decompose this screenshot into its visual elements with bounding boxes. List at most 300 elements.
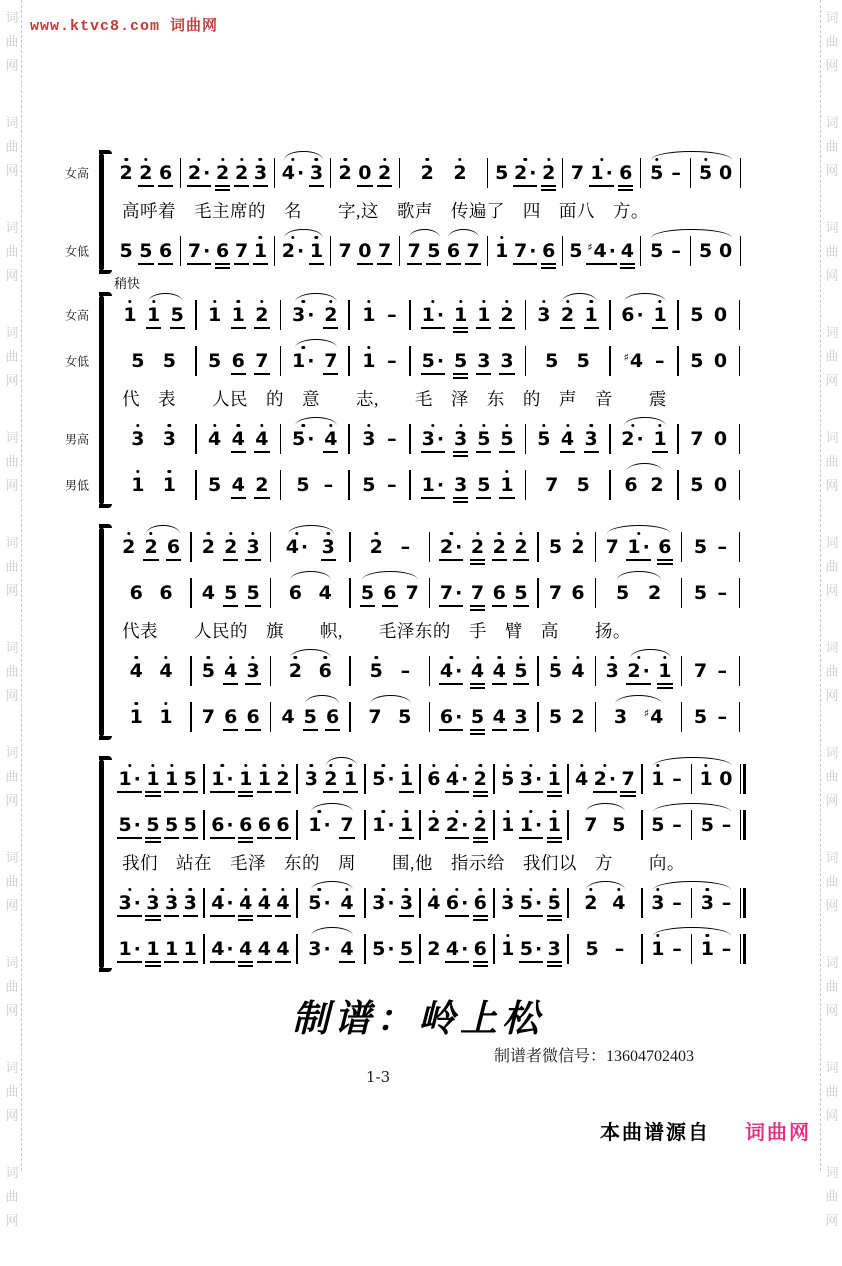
measure <box>205 926 296 972</box>
octave-dot <box>128 888 131 891</box>
watermark-char: 词 <box>825 640 839 655</box>
underline <box>439 683 463 685</box>
music-row <box>112 648 748 694</box>
octave-dot <box>259 158 262 161</box>
note-number: 5 <box>131 350 145 372</box>
measure <box>569 802 642 848</box>
dash-note <box>717 660 729 682</box>
note-number: 2 <box>542 162 556 184</box>
note-number: 5 <box>699 162 713 184</box>
octave-dot <box>566 424 569 427</box>
note <box>361 474 376 496</box>
note-number: 1 <box>123 304 137 326</box>
note-number: – <box>323 474 334 496</box>
note <box>649 474 664 496</box>
watermark-char: 网 <box>825 1003 839 1018</box>
note-number: 6 <box>231 350 245 372</box>
measure <box>692 880 740 926</box>
note <box>170 304 185 326</box>
measure <box>526 462 609 508</box>
octave-dot <box>459 300 462 303</box>
note <box>122 304 137 326</box>
watermark-gap <box>823 1233 841 1266</box>
note-number: 6 <box>159 582 173 604</box>
measure <box>421 880 494 926</box>
note <box>207 474 222 496</box>
underline <box>513 263 537 265</box>
underline <box>238 841 253 843</box>
augmentation-dot: · <box>226 814 234 836</box>
voice-label: 女低 <box>64 354 89 369</box>
note-number: 1 <box>362 304 376 326</box>
watermark-char: 曲 <box>825 454 839 469</box>
note-number: 4 <box>620 240 634 262</box>
measure <box>643 880 691 926</box>
note-number: 3 <box>519 768 533 790</box>
note-number: 5 <box>118 814 132 836</box>
note <box>500 892 515 914</box>
note <box>657 536 672 558</box>
note <box>426 892 441 914</box>
note <box>253 162 268 184</box>
note-number: 5 <box>690 350 704 372</box>
note <box>407 240 422 262</box>
underline <box>470 687 485 689</box>
note-number: 2 <box>514 536 528 558</box>
dash-note <box>670 162 682 184</box>
note-number: 7 <box>693 660 708 682</box>
note <box>570 706 585 728</box>
augmentation-dot: · <box>642 660 650 682</box>
note-number: 6 <box>473 892 487 914</box>
note <box>439 706 463 728</box>
watermark-char: 词 <box>825 220 839 235</box>
watermark-dashed-line-left <box>21 0 22 1171</box>
note-number: 4 <box>571 660 585 682</box>
octave-dot <box>656 764 659 767</box>
note <box>453 304 468 326</box>
note-number: 7 <box>439 582 454 604</box>
note <box>426 768 441 790</box>
measure <box>181 228 274 274</box>
rest-note <box>713 350 728 372</box>
octave-dot <box>229 532 232 535</box>
measure <box>611 462 678 508</box>
source-brand-link[interactable]: 词曲网 <box>745 1122 811 1144</box>
note <box>576 350 591 372</box>
note <box>494 240 509 262</box>
underline <box>473 841 488 843</box>
note <box>371 938 395 960</box>
dash-note <box>670 240 682 262</box>
octave-dot <box>552 810 555 813</box>
note-number: 3 <box>372 892 386 914</box>
note-number: 4 <box>211 892 225 914</box>
note-number: 4 <box>470 660 485 682</box>
note <box>626 536 650 558</box>
watermark-gap <box>3 183 21 216</box>
note <box>325 706 340 728</box>
octave-dot <box>637 656 640 659</box>
note-number: 1 <box>211 768 225 790</box>
watermark-char: 词 <box>825 1060 839 1075</box>
note <box>421 474 445 496</box>
octave-dot <box>600 158 603 161</box>
underline <box>407 263 422 265</box>
music-row <box>112 570 748 616</box>
system-bracket <box>99 528 104 736</box>
note <box>421 428 445 450</box>
octave-dot <box>375 656 378 659</box>
measure <box>488 228 562 274</box>
underline <box>145 795 160 797</box>
note-number: 5 <box>454 350 468 372</box>
note-number: 5 <box>615 582 630 604</box>
note <box>439 660 463 682</box>
end-barline <box>740 888 746 918</box>
site-link[interactable]: www.ktvc8.com 词曲网 <box>30 18 219 35</box>
note <box>201 706 216 728</box>
note-number: 5 <box>693 536 708 558</box>
underline <box>145 837 160 839</box>
augmentation-dot: · <box>608 240 616 262</box>
end-barline <box>739 702 740 732</box>
note <box>210 938 234 960</box>
note <box>343 768 358 790</box>
octave-dot <box>655 158 658 161</box>
note-number: 4 <box>231 428 245 450</box>
note-number: 7 <box>324 350 338 372</box>
watermark-char: 网 <box>5 898 19 913</box>
note-number: 5 <box>246 582 260 604</box>
note-number: 3 <box>514 706 528 728</box>
note-number: 5 <box>547 892 561 914</box>
note-number: 0 <box>713 428 728 450</box>
measure <box>679 338 739 384</box>
note <box>215 162 230 184</box>
note-number: 1 <box>183 938 197 960</box>
augmentation-dot: · <box>455 536 463 558</box>
note <box>470 660 485 682</box>
rest-note <box>718 162 733 184</box>
underline <box>513 559 528 561</box>
note <box>513 240 537 262</box>
measure <box>351 570 429 616</box>
voice-label: 女低 <box>64 244 89 259</box>
measure <box>366 756 420 802</box>
note <box>519 892 543 914</box>
underline <box>476 451 491 453</box>
octave-dot <box>631 424 634 427</box>
note-number: 1 <box>477 304 491 326</box>
note <box>453 350 468 372</box>
note-number: 1 <box>501 814 515 836</box>
note-number: 1 <box>231 304 245 326</box>
note <box>473 814 488 836</box>
underline <box>146 327 161 329</box>
note-number: 1 <box>343 768 358 790</box>
octave-dot <box>136 470 139 473</box>
underline <box>321 559 336 561</box>
augmentation-dot: · <box>307 350 315 372</box>
watermark-gap <box>3 708 21 741</box>
note-number: 1 <box>399 814 414 836</box>
octave-dot <box>295 532 298 535</box>
note-number: – <box>387 474 397 496</box>
watermark-gap <box>3 498 21 531</box>
watermark-char: 网 <box>5 58 19 73</box>
note <box>420 162 435 184</box>
note-number: 6 <box>542 240 556 262</box>
note <box>547 814 562 836</box>
octave-dot <box>479 888 482 891</box>
note <box>371 768 395 790</box>
note <box>307 892 331 914</box>
underline <box>541 189 556 191</box>
note-number: 1 <box>421 304 435 326</box>
watermark-char: 网 <box>5 1213 19 1228</box>
note-number: 4 <box>281 162 296 184</box>
note-number: 5 <box>360 582 375 604</box>
voice-label: 女高 <box>64 166 89 181</box>
measure <box>112 926 203 972</box>
underline <box>470 559 485 561</box>
note <box>254 474 269 496</box>
measure <box>298 802 365 848</box>
note <box>129 582 144 604</box>
end-barline <box>739 300 740 330</box>
octave-dot <box>498 532 501 535</box>
note-number: 1 <box>372 814 386 836</box>
underline <box>223 683 238 685</box>
underline <box>453 455 468 457</box>
octave-dot <box>658 300 661 303</box>
dash-note <box>671 892 683 914</box>
sharp-icon: ♯ <box>587 241 593 254</box>
measure <box>351 694 429 740</box>
note-number: 6 <box>239 814 253 836</box>
note-number: 6 <box>224 706 238 728</box>
note-number: 3 <box>605 660 619 682</box>
underline <box>421 373 445 375</box>
measure <box>112 880 203 926</box>
note-number: 1 <box>700 938 714 960</box>
underline <box>465 263 480 265</box>
note-number: 6 <box>257 814 271 836</box>
underline <box>473 795 488 797</box>
note <box>570 162 585 184</box>
note <box>275 814 290 836</box>
note <box>698 240 713 262</box>
note-number: 1 <box>257 768 271 790</box>
note <box>470 706 485 728</box>
measure <box>197 292 280 338</box>
note <box>361 304 376 326</box>
note-number: 2 <box>445 814 460 836</box>
underline <box>231 451 246 453</box>
watermark-gap <box>823 1023 841 1056</box>
note <box>492 582 507 604</box>
measure <box>411 292 525 338</box>
note-number: 6 <box>383 582 397 604</box>
note-number: 6 <box>492 582 506 604</box>
note-number: 4 <box>318 582 332 604</box>
measure <box>569 756 642 802</box>
octave-dot <box>455 764 458 767</box>
note-number: 6 <box>624 474 638 496</box>
note-number: 7 <box>470 582 485 604</box>
note-number: – <box>717 536 728 558</box>
note <box>700 892 715 914</box>
note-number: 1 <box>131 474 145 496</box>
note-number: 5 <box>398 706 412 728</box>
underline <box>210 915 234 917</box>
measure <box>495 802 568 848</box>
watermark-gap <box>3 1128 21 1161</box>
note-number: 5 <box>208 350 222 372</box>
note-number: 3 <box>477 350 491 372</box>
note <box>210 892 234 914</box>
note-number: 3 <box>537 304 551 326</box>
note <box>158 240 173 262</box>
note-number: 1 <box>165 938 179 960</box>
octave-dot <box>506 888 509 891</box>
underline <box>657 563 672 565</box>
underline <box>138 263 153 265</box>
note <box>536 428 551 450</box>
note <box>547 768 562 790</box>
underline <box>620 791 635 793</box>
note <box>544 350 559 372</box>
note-number: 7 <box>570 162 584 184</box>
augmentation-dot: · <box>455 582 463 604</box>
dash-note <box>717 706 729 728</box>
underline <box>275 961 290 963</box>
end-barline <box>739 346 740 376</box>
note <box>339 814 354 836</box>
note-number: 5 <box>308 892 322 914</box>
watermark-char: 词 <box>5 1060 19 1075</box>
underline <box>492 605 507 607</box>
measure <box>691 150 740 196</box>
note <box>285 536 309 558</box>
underline <box>275 791 290 793</box>
octave-dot <box>382 764 385 767</box>
note-number: 1 <box>129 706 143 728</box>
measure <box>112 570 190 616</box>
system-1 <box>64 150 748 274</box>
note <box>492 706 507 728</box>
octave-dot <box>221 158 224 161</box>
measure <box>112 802 203 848</box>
note-number: 3 <box>613 706 628 728</box>
underline <box>453 501 468 503</box>
augmentation-dot: · <box>323 938 331 960</box>
underline <box>473 791 488 793</box>
note-number: 0 <box>713 350 728 372</box>
octave-dot <box>260 424 263 427</box>
underline <box>323 373 338 375</box>
note-number: 1 <box>651 938 665 960</box>
augmentation-dot: · <box>226 768 234 790</box>
note <box>146 304 161 326</box>
note-number: 5 <box>369 660 383 682</box>
note <box>183 938 198 960</box>
note <box>121 536 136 558</box>
note-number: 6 <box>159 162 173 184</box>
note-number: – <box>387 350 397 372</box>
note-number: 5 <box>296 474 310 496</box>
measure <box>421 802 494 848</box>
underline <box>158 263 173 265</box>
note-number: 1 <box>454 304 468 326</box>
note-number: 7 <box>584 814 598 836</box>
end-barline <box>740 934 746 964</box>
note-number: 5 <box>500 428 514 450</box>
watermark-char: 曲 <box>5 1084 19 1099</box>
augmentation-dot: · <box>226 892 234 914</box>
underline <box>453 331 468 333</box>
octave-dot <box>589 424 592 427</box>
watermark-char: 网 <box>825 1213 839 1228</box>
octave-dot <box>170 764 173 767</box>
note <box>369 536 384 558</box>
note <box>547 938 562 960</box>
note <box>492 660 507 682</box>
note <box>129 706 144 728</box>
note-number: 5 <box>650 162 664 184</box>
augmentation-dot: · <box>387 938 395 960</box>
note <box>693 706 708 728</box>
octave-dot <box>151 888 154 891</box>
note <box>615 582 630 604</box>
note <box>426 938 441 960</box>
note-number: 5 <box>292 428 306 450</box>
note-number: 2 <box>492 536 506 558</box>
note-number: 6 <box>166 536 181 558</box>
note-number: 5 <box>650 240 664 262</box>
underline <box>589 185 613 187</box>
note <box>500 814 515 836</box>
underline <box>253 263 268 265</box>
underline <box>541 185 556 187</box>
watermark-char: 曲 <box>5 454 19 469</box>
underline <box>547 919 562 921</box>
octave-dot <box>375 532 378 535</box>
note-number: 4 <box>285 536 299 558</box>
note <box>288 582 303 604</box>
underline <box>626 683 650 685</box>
note-number: 7 <box>255 350 269 372</box>
watermark-char: 词 <box>5 850 19 865</box>
note-number: 0 <box>713 304 728 326</box>
end-barline <box>739 424 740 454</box>
measure <box>539 524 595 570</box>
note-number: 3 <box>454 474 468 496</box>
octave-dot <box>476 532 479 535</box>
note-number: – <box>717 660 728 682</box>
watermark-char: 曲 <box>5 1189 19 1204</box>
octave-dot <box>310 764 313 767</box>
octave-dot <box>455 888 458 891</box>
underline <box>357 263 372 265</box>
note <box>605 660 620 682</box>
rest-note <box>718 768 733 790</box>
underline <box>473 961 488 963</box>
note-number: 7 <box>234 240 249 262</box>
measure <box>205 756 296 802</box>
note <box>574 768 589 790</box>
